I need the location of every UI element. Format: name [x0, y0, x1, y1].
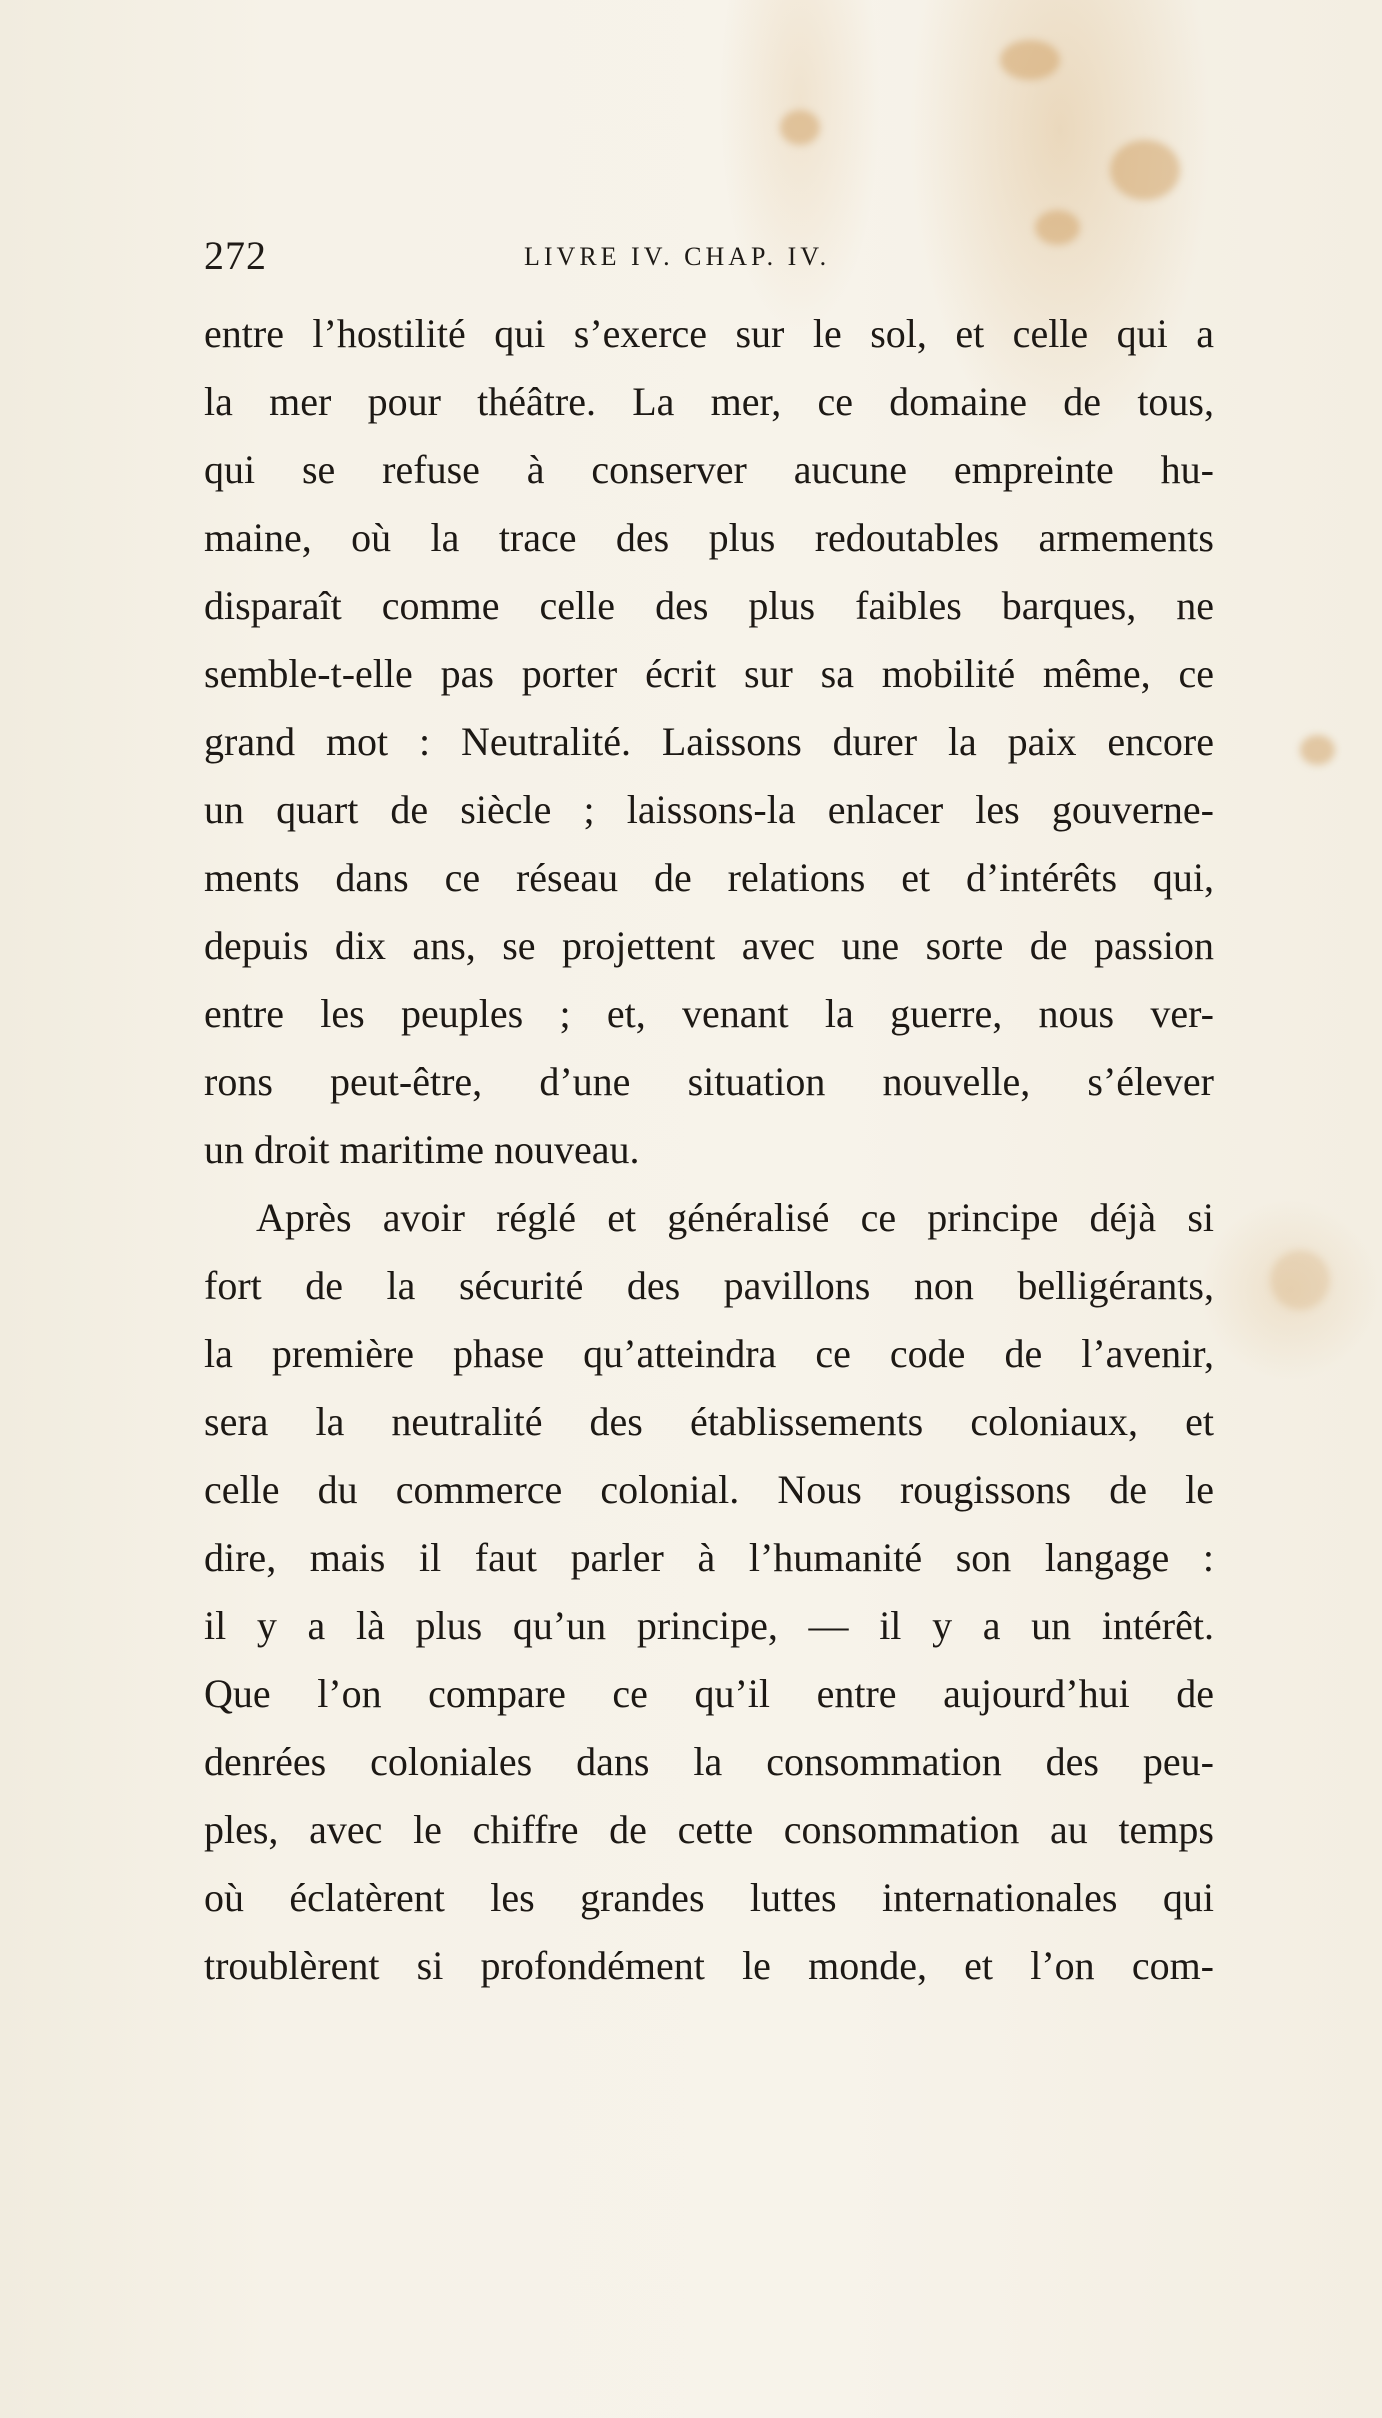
text-line: semble-t-elle pas porter écrit sur sa mobilité même, ce — [204, 651, 1214, 696]
paragraph — [204, 300, 1214, 1184]
text-line: sera la neutralité des établissements coloniaux, et — [204, 1399, 1214, 1444]
paragraph — [204, 1184, 1214, 2000]
page-header — [204, 232, 1214, 292]
text-line: ples, avec le chiffre de cette consommation au temps — [204, 1807, 1214, 1852]
text-line: rons peut-être, d’une situation nouvelle, s’élever — [204, 1059, 1214, 1104]
foxing-stain — [1110, 140, 1180, 200]
text-line: un quart de siècle ; laissons-la enlacer les gouverne- — [204, 787, 1214, 832]
text-line: fort de la sécurité des pavillons non belligérants, — [204, 1263, 1214, 1308]
text-line: maine, où la trace des plus redoutables armements — [204, 515, 1214, 560]
text-line: la mer pour théâtre. La mer, ce domaine de tous, — [204, 379, 1214, 424]
foxing-stain — [1270, 1250, 1330, 1310]
text-line: où éclatèrent les grandes luttes internationales qui — [204, 1875, 1214, 1920]
text-line: la première phase qu’atteindra ce code de l’avenir, — [204, 1331, 1214, 1376]
text-line: entre l’hostilité qui s’exerce sur le sol, et celle qui a — [204, 311, 1214, 356]
text-line: dire, mais il faut parler à l’humanité son langage : — [204, 1535, 1214, 1580]
page-number: 272 — [204, 233, 267, 278]
text-line: Après avoir réglé et généralisé ce principe déjà si — [256, 1195, 1214, 1240]
text-line: entre les peuples ; et, venant la guerre, nous ver- — [204, 991, 1214, 1036]
text-line: ments dans ce réseau de relations et d’intérêts qui, — [204, 855, 1214, 900]
text-line: depuis dix ans, se projettent avec une sorte de passion — [204, 923, 1214, 968]
text-line: qui se refuse à conserver aucune empreinte hu- — [204, 447, 1214, 492]
foxing-stain — [1000, 40, 1060, 80]
text-line: Que l’on compare ce qu’il entre aujourd’hui de — [204, 1671, 1214, 1716]
body-text — [204, 300, 1214, 2000]
text-line: denrées coloniales dans la consommation des peu- — [204, 1739, 1214, 1784]
text-line: il y a là plus qu’un principe, — il y a un intérêt. — [204, 1603, 1214, 1648]
running-head: LIVRE IV. CHAP. IV. — [524, 242, 831, 271]
text-line: troublèrent si profondément le monde, et l’on com- — [204, 1943, 1214, 1988]
text-line: celle du commerce colonial. Nous rougissons de le — [204, 1467, 1214, 1512]
foxing-stain — [780, 110, 820, 145]
text-line: un droit maritime nouveau. — [204, 1127, 640, 1172]
text-line: grand mot : Neutralité. Laissons durer la paix encore — [204, 719, 1214, 764]
text-line: disparaît comme celle des plus faibles barques, ne — [204, 583, 1214, 628]
foxing-stain — [1300, 735, 1335, 765]
